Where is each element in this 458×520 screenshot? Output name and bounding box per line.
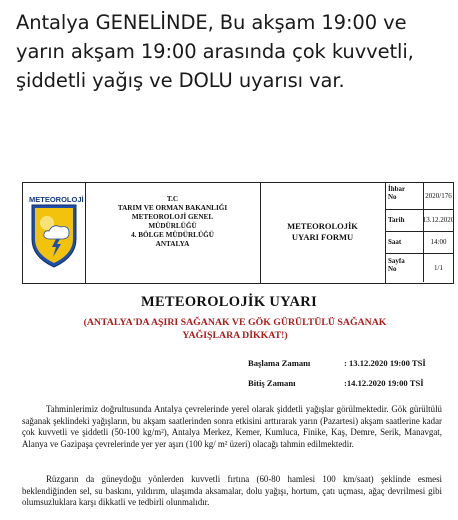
meta-row-saat [385, 231, 453, 254]
meta-key: Saat [388, 238, 402, 246]
meta-value: 2020/176 [423, 183, 453, 209]
subtitle-line: YAĞIŞLARA DİKKAT!) [182, 330, 288, 341]
end-time-row [248, 378, 424, 388]
logo-text: METEOROLOJİ [29, 195, 84, 204]
meta-value: 13.12.2020 [423, 209, 453, 231]
paragraph-wind: Rüzgarın da güneydoğu yönlerden kuvvetli fırtına (60-80 hamlesi 100 km/saat) şeklinde esmesi beklendiğinden sel, su baskını, yıldırım, ulaşımda aksamalar, dolu yağışı, hortum, çatı uçması, ağaç devrilmesi gibi olumsuzluklara karşı dikkatli ve tedbirli olunmalıdır. [22, 474, 442, 508]
meta-key [388, 185, 405, 201]
start-time-row [248, 358, 426, 368]
meta-key-line: Sayfa [388, 257, 405, 265]
meta-row-sayfa [385, 253, 453, 282]
meteoroloji-logo-icon [29, 195, 84, 269]
meta-key [388, 257, 405, 273]
meta-value: 14:00 [423, 231, 453, 253]
end-time-label: Bitiş Zamanı [248, 378, 296, 388]
meta-key-line: No [388, 193, 397, 201]
document-title: METEOROLOJİK UYARI [140, 294, 318, 310]
ministry-line: 4. BÖLGE MÜDÜRLÜĞÜ [131, 231, 214, 239]
form-title [264, 221, 381, 243]
meta-row-tarih [385, 209, 453, 232]
ministry-name [89, 195, 256, 249]
ministry-line: TARIM VE ORMAN BAKANLIĞI [117, 204, 228, 212]
logo-cell [23, 183, 86, 283]
meta-cell [385, 183, 453, 283]
meta-row-ihbar [385, 183, 453, 210]
ministry-line: ANTALYA [155, 240, 190, 248]
subtitle-line: (ANTALYA'DA AŞIRI SAĞANAK VE GÖK GÜRÜLTÜLÜ SAĞANAK [83, 317, 387, 328]
meta-key: Tarih [388, 216, 405, 224]
warning-document [0, 182, 458, 520]
form-title-line: METEOROLOJİK [287, 221, 358, 231]
document-header-table [22, 182, 454, 284]
start-time-label: Başlama Zamanı [248, 358, 311, 368]
ministry-line: METEOROLOJİ GENEL [131, 213, 214, 221]
meta-value: 1/1 [423, 253, 453, 282]
end-time-value: :14.12.2020 19:00 TSİ [344, 378, 424, 388]
ministry-line: MÜDÜRLÜĞÜ [148, 222, 197, 230]
meta-key-line: İhbar [388, 185, 406, 193]
document-subtitle [60, 316, 410, 342]
form-title-cell [260, 183, 386, 283]
paragraph-forecast: Tahminlerimiz doğrultusunda Antalya çevrelerinde yerel olarak şiddetli yağışlar görülmektedir. Gök gürültülü sağanak şeklindeki yağışların, bu akşam saatlerinden sonra etkisini arttırarak yarın (Pazartesi) akşam saatlerine kadar çok kuvvetli ve şiddetli (50-100 kg/m²), Antalya Merkez, Kemer, Kumluca, Finike, Kaş, Demre, Serik, Manavgat, Alanya ve Gazipaşa çevrelerinde yer yer aşırı (100 kg/ m² üzeri) olacağı tahmin edilmektedir. [22, 404, 442, 450]
meta-key-line: No [388, 265, 397, 273]
ministry-cell [85, 183, 261, 283]
form-title-line: UYARI FORMU [291, 232, 354, 242]
start-time-value: : 13.12.2020 19:00 TSİ [344, 358, 426, 368]
post-caption: Antalya GENELİNDE, Bu akşam 19:00 ve yarın akşam 19:00 arasında çok kuvvetli, şiddetli yağış ve DOLU uyarısı var. [16, 11, 414, 92]
meteoroloji-logo [29, 195, 84, 269]
ministry-line: T.C [166, 195, 179, 203]
